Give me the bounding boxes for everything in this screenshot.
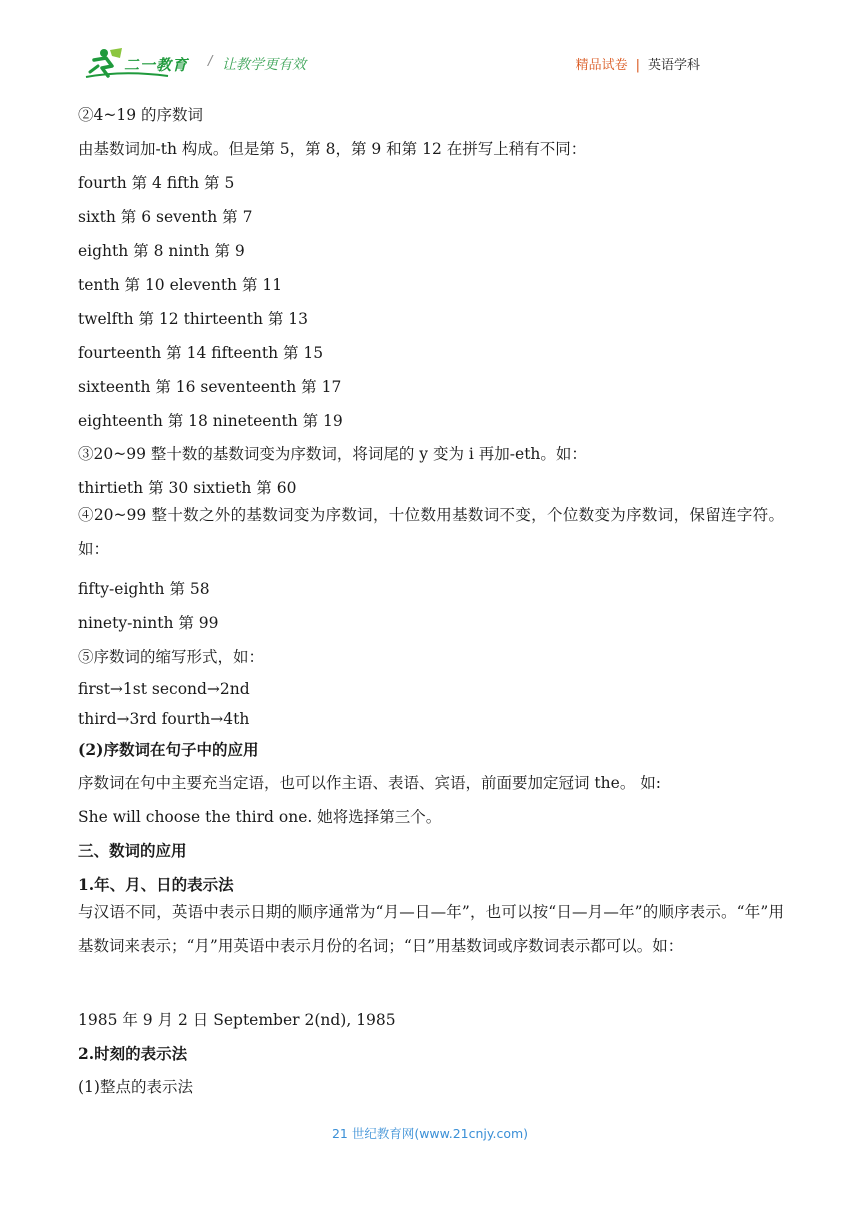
text-line: twelfth 第 12 thirteenth 第 13 [78,310,309,328]
text-line: ②4~19 的序数词 [78,106,203,124]
header-separator: | [635,58,640,73]
text-line: ⑤序数词的缩写形式，如： [78,648,265,666]
section-heading: (2)序数词在句子中的应用 [78,740,259,759]
header-tagline: 让教学更有效 [222,57,306,73]
header-subject: 英语学科 [647,58,700,73]
text-line: 序数词在句中主要充当定语，也可以作主语、表语、宾语，前面要加定冠词 the。 如: [78,774,661,792]
header-slash: / [208,54,213,69]
text-line: fourteenth 第 14 fifteenth 第 15 [78,344,324,362]
text-line: third→3rd fourth→4th [78,710,250,728]
text-line: tenth 第 10 eleventh 第 11 [78,276,283,294]
section-heading: 1.年、月、日的表示法 [78,875,234,894]
header-right [576,54,700,73]
section-heading: 2.时刻的表示法 [78,1044,188,1063]
text-line: fifty-eighth 第 58 [78,580,210,598]
text-line: first→1st second→2nd [78,680,250,698]
section-heading: 三、数词的应用 [78,841,187,860]
text-line: thirtieth 第 30 sixtieth 第 60 [78,479,297,497]
page-header [0,0,860,100]
footer-link[interactable]: 21 世纪教育网(www.21cnjy.com) [331,1126,529,1141]
text-line: 由基数词加-th 构成。但是第 5，第 8，第 9 和第 12 在拼写上稍有不同： [78,140,587,158]
text-line: She will choose the third one. 她将选择第三个。 [78,808,442,826]
text-line: eighth 第 8 ninth 第 9 [78,242,245,260]
text-line: sixth 第 6 seventh 第 7 [78,208,253,226]
text-line: (1)整点的表示法 [78,1078,193,1096]
text-paragraph: ④20~99 整十数之外的基数词变为序数词，十位数用基数词不变，个位数变为序数词，保留连字符。如： [78,506,784,558]
text-paragraph: 与汉语不同，英语中表示日期的顺序通常为“月—日—年”，也可以按“日—月—年”的顺序表示。“年”用基数词来表示；“月”用英语中表示月份的名词；“日”用基数词或序数词表示都可以。如： [78,903,784,955]
text-line: sixteenth 第 16 seventeenth 第 17 [78,378,342,396]
header-label: 精品试卷 [575,58,628,73]
text-line: eighteenth 第 18 nineteenth 第 19 [78,412,343,430]
text-line: 1985 年 9 月 2 日 September 2(nd), 1985 [78,1011,396,1029]
logo-text: 二一教育 [124,56,189,74]
text-line: fourth 第 4 fifth 第 5 [78,174,235,192]
text-line: ③20~99 整十数的基数词变为序数词，将词尾的 y 变为 i 再加-eth。如： [78,445,587,463]
text-line: ninety-ninth 第 99 [78,614,219,632]
